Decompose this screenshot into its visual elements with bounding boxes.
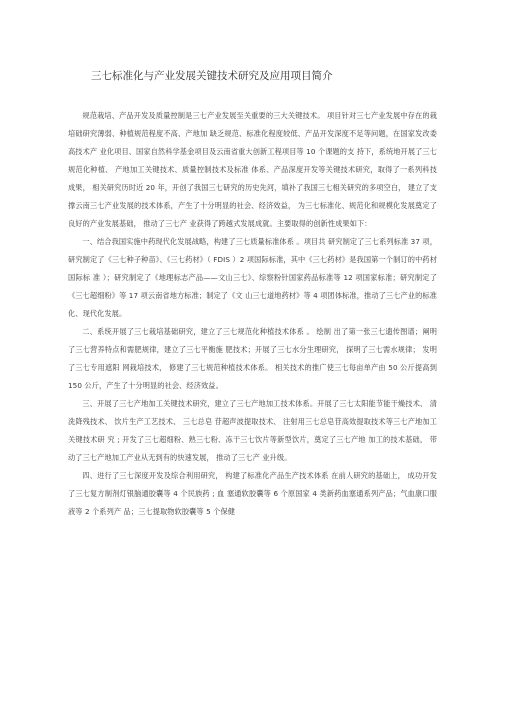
paragraph-development: 四、进行了三七深度开发及综合利用研究， 构建了标准化产品生产技术体系 在前人研究的基础上， 成功开发了三七复方制剂灯银脑通胶囊等 4 个民族药 ; 血 塞通软胶囊等 6 个原国家 4 类新药血塞通系列产品；气血康口服液等 2 个系列产 品；三七提取物软胶囊等 5 个保健: [68, 471, 437, 516]
document-body: [68, 107, 437, 521]
paragraph-standards: 一、结合我国实施中药现代化发展战略，构建了三七质量标准体系 。项目共 研究制定了三七系列标准 37 项，研究制定了《三七种子种苗》、《三七药材》（ FDIS ）2 项国际标准，其中《三七药材》是我国第一个制订的中药材国际标 准 ）；研究制定了《地理标志产品——文山三七》、综察粉针国家药品标准等 12 项国家标准；研究制定了《三七超细粉》等 17 项云南省地方标准；制定了《文 山三七道地药材》等 4 项团体标准，推动了三七产业的标准化、现代化发展。: [68, 237, 437, 318]
paragraph-processing: 三、开展了三七产地加工关键技术研究，建立了三七产地加工技术体系。开展了三七太阳能节能干燥技术、 清洗降残技术、 饮片生产工艺技术、 三七总皂 苷超声波提取技术、 注射用三七总皂苷高效提取技术等三七产地加工关键技术研 究 ; 开发了三七超细粉、熟三七粉、冻干三七饮片等新型饮片，奠定了三七产地 加工的技术基础， 带动了三七产地加工产业从无到有的快速发展， 推动了三七产 业升级。: [68, 399, 437, 462]
document-title: 三七标准化与产业发展关键技术研究及应用项目简介: [91, 70, 333, 82]
paragraph-intro: 规范栽培、产品开发及质量控制是三七产业发展至关重要的三大关键技术。 项目针对三七产业发展中存在的栽培础研究薄弱、种植规范程度不高、产地加 缺乏规范、标准化程度较低、产品开发深度不足等问题，在国家发改委高技术产 业化项目、国家自然科学基金项目及云南省重大创新工程项目等 10 个课题的支 持下，系统地开展了三七规范化种植、 产地加工关键技术、质量控制技术及标准 体系、产品深度开发等关键技术研究，取得了一系列科技成果， 相关研究历时近 20 年，开创了我国三七研究的历史先河，填补了我国三七相关研究的多项空白， 建立了支撑云南三七产业发展的技术体系，产生了十分明显的社会、经济效益， 为三七标准化、规范化和规模化发展奠定了良好的产业发展基础， 推动了三七产 业获得了跨越式发展成就。主要取得的创新性成果如下：: [68, 111, 437, 228]
paragraph-cultivation: 二、系统开展了三七栽培基础研究，建立了三七规范化种植技术体系 。 绘制 出了第一张三七遗传图谱；阐明了三七营养特点和需肥规律，建立了三七平衡施 肥技术；开展了三七水分生理研究， 探明了三七需水规律； 发明了三七专用遮阳 网栽培技术， 修建了三七规范种植技术体系。 相关技术的推广使三七每亩单产由 50 公斤提高到 150 公斤，产生了十分明显的社会、经济效益。: [68, 327, 437, 390]
